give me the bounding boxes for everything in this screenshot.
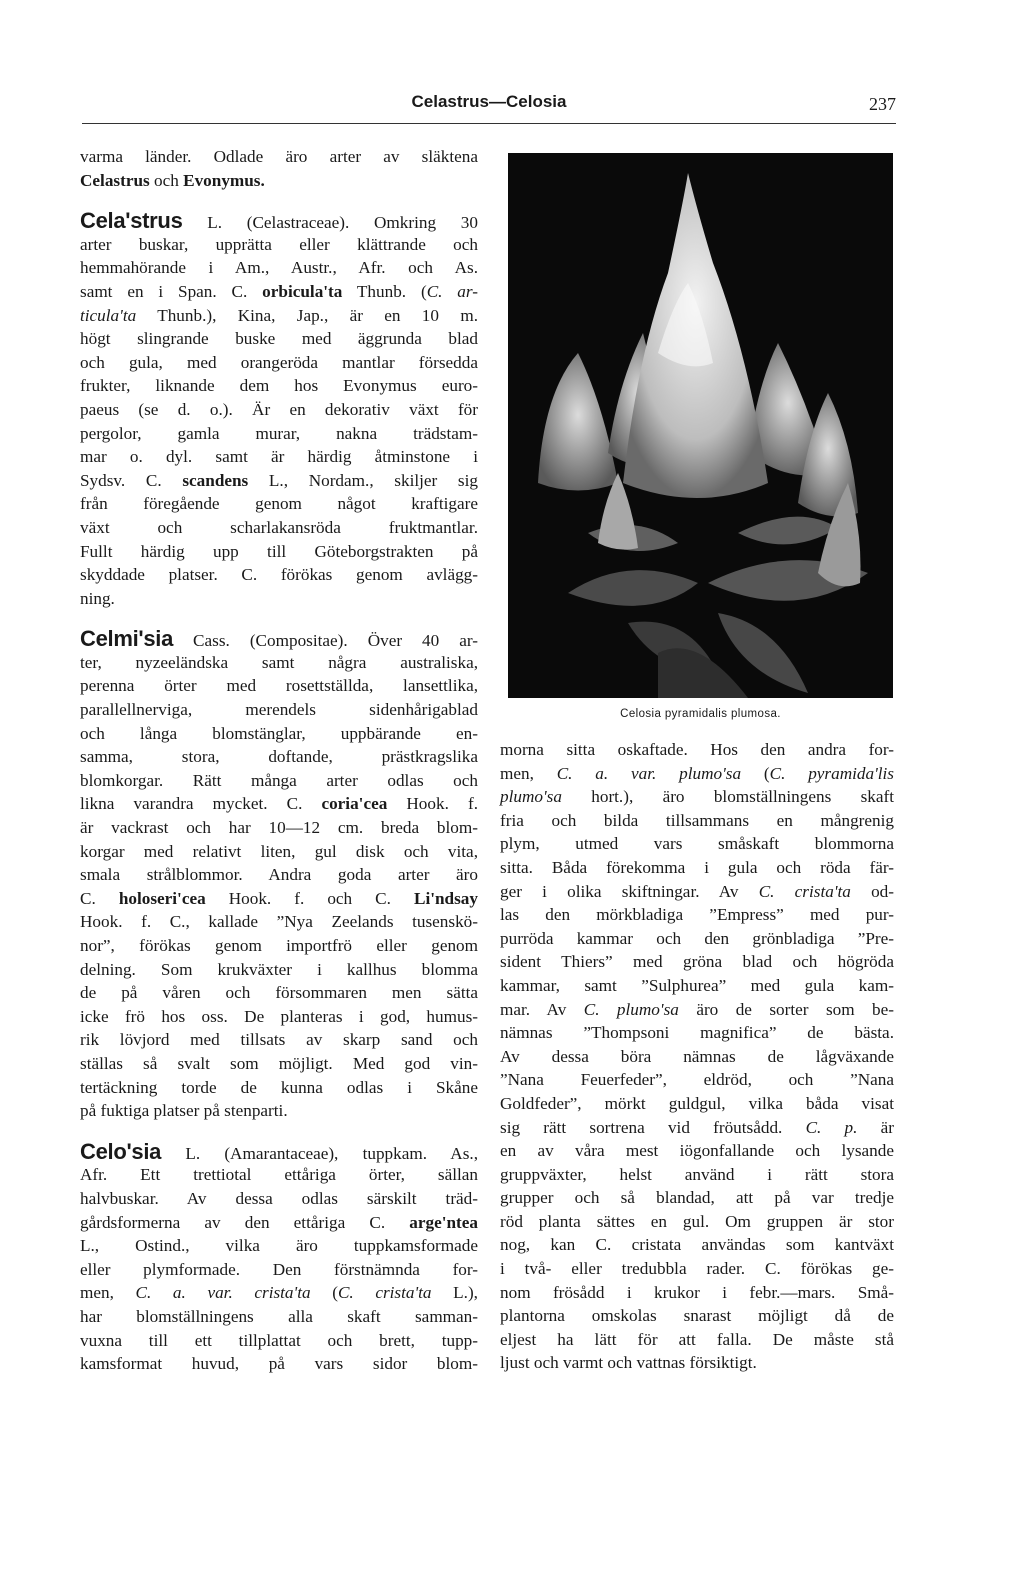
text-line: från föregående genom något kraftigare bbox=[80, 494, 478, 514]
text-line: halvbuskar. Av dessa odlas särskilt träd- bbox=[80, 1188, 478, 1208]
text-line: korgar med relativt liten, gul disk och vita, bbox=[80, 841, 478, 861]
text-line: på fuktiga platser på stenparti. bbox=[80, 1101, 288, 1121]
figure-caption: Celosia pyramidalis plumosa. bbox=[620, 708, 781, 720]
text-line: plumo'sa hort.), äro blomställningens skaft bbox=[500, 787, 894, 807]
text-line: sident Thiers” med gröna blad och högröda bbox=[500, 952, 894, 972]
text-line: vuxna till ett tillplattat och brett, tupp- bbox=[80, 1330, 478, 1350]
text-line: röd planta sättes en gul. Om gruppen är stor bbox=[500, 1211, 894, 1231]
text-line: eller plymformade. Den förstnämnda for- bbox=[80, 1259, 478, 1279]
text-line: är vackrast och har 10—12 cm. breda blom- bbox=[80, 818, 478, 838]
text-line: ger i olika skiftningar. Av C. crista'ta od- bbox=[500, 881, 894, 901]
text-line: Celastrus och Evonymus. bbox=[80, 170, 265, 190]
text-line: paeus (se d. o.). Är en dekorativ växt för bbox=[80, 399, 478, 419]
text-line: högt slingrande buske med äggrunda blad bbox=[80, 329, 478, 349]
text-line: nom frösådd i krukor i febr.—mars. Små- bbox=[500, 1282, 894, 1302]
running-title: Celastrus—Celosia bbox=[411, 92, 567, 111]
text-line: ”Nana Feuerfeder”, eldröd, och ”Nana bbox=[500, 1070, 894, 1090]
text-line: Av dessa böra nämnas de lågväxande bbox=[500, 1046, 894, 1066]
text-line: sitta. Båda förekomma i gula och röda fär- bbox=[500, 857, 894, 877]
text-line: och långa blomstänglar, uppbärande en- bbox=[80, 723, 478, 743]
text-line: rik lövjord med tillsats av skarp sand och bbox=[80, 1030, 478, 1050]
text-line: ticula'ta Thunb.), Kina, Jap., är en 10 m. bbox=[80, 305, 478, 325]
text-line: plantorna omskolas snarast möjligt då de bbox=[500, 1306, 894, 1326]
text-line: ning. bbox=[80, 588, 115, 608]
text-line: purröda kammar och den grönbladiga ”Pre- bbox=[500, 928, 894, 948]
paragraph-gap bbox=[80, 192, 478, 209]
text-line: perenna örter med rosettställda, lansettlika, bbox=[80, 676, 478, 696]
text-line: nog, kan C. cristata användas som kantväxt bbox=[500, 1235, 894, 1255]
text-line: har blomställningens alla skaft samman- bbox=[80, 1306, 478, 1326]
text-line: Fullt härdig upp till Göteborgstrakten på bbox=[80, 541, 478, 561]
text-line: Celo'sia L. (Amarantaceae), tuppkam. As., bbox=[80, 1138, 478, 1164]
text-line: nor”, förökas genom importfrö eller genom bbox=[80, 936, 478, 955]
text-line: likna varandra mycket. C. coria'cea Hook. f. bbox=[80, 794, 478, 814]
text-line: plym, utmed vars småskaft blommorna bbox=[500, 834, 894, 854]
text-line: gårdsformerna av den ettåriga C. arge'ntea bbox=[80, 1212, 478, 1232]
text-line: ställas så svalt som möjligt. Med god vin- bbox=[80, 1053, 478, 1073]
text-line: frukter, liknande dem hos Evonymus euro- bbox=[80, 376, 478, 396]
text-line: samt en i Span. C. orbicula'ta Thunb. (C. ar- bbox=[80, 281, 478, 301]
text-line: och gula, med orangeröda mantlar försedda bbox=[80, 352, 478, 372]
text-line: blomkorgar. Rätt många arter odlas och bbox=[80, 770, 478, 790]
text-line: fria och bilda tillsammans en mångrenig bbox=[500, 810, 894, 830]
text-line: eljest ha lätt för att falla. De måste stå bbox=[500, 1329, 894, 1349]
text-line: arter buskar, upprätta eller klättrande och bbox=[80, 234, 478, 254]
text-line: gruppväxter, helst använd i rätt stora bbox=[500, 1164, 894, 1184]
text-line: sig rätt sortrena vid fröutsådd. C. p. är bbox=[500, 1117, 895, 1137]
text-line: i två- eller tredubbla rader. C. förökas ge- bbox=[500, 1259, 894, 1279]
text-line: pergolor, gamla murar, nakna trädstam- bbox=[80, 423, 478, 443]
text-line: varma länder. Odlade äro arter av släktena bbox=[80, 147, 478, 166]
text-line: L., Ostind., vilka äro tuppkamsformade bbox=[80, 1236, 478, 1256]
text-line: mar. Av C. plumo'sa äro de sorter som be- bbox=[500, 999, 894, 1019]
text-line: växt och scharlakansröda fruktmantlar. bbox=[80, 517, 478, 537]
text-line: samma, stora, doftande, prästkragslika bbox=[80, 747, 478, 767]
text-line: skyddade platser. C. förökas genom avlägg- bbox=[80, 565, 478, 585]
text-line: Celmi'sia Cass. (Compositae). Över 40 ar- bbox=[80, 626, 478, 652]
text-line: ljust och varmt och vattnas försiktigt. bbox=[500, 1353, 757, 1373]
text-line: grupper och så blandad, att på var tredje bbox=[500, 1188, 894, 1208]
text-line: men, C. a. var. plumo'sa (C. pyramida'lis bbox=[500, 763, 894, 783]
text-line: nämnas ”Thompsoni magnifica” de bästa. bbox=[500, 1023, 894, 1043]
text-line: Afr. Ett trettiotal ettåriga örter, sällan bbox=[80, 1165, 478, 1185]
text-line: smala strålblommor. Andra goda arter äro bbox=[80, 865, 478, 885]
text-line: hemmahörande i Am., Austr., Afr. och As. bbox=[80, 258, 478, 278]
paragraph-gap bbox=[80, 1123, 478, 1140]
text-line: en av våra mest iögonfallande och lysande bbox=[500, 1141, 894, 1161]
text-line: de på våren och försommaren men sätta bbox=[80, 983, 478, 1003]
text-line: mar o. dyl. samt är härdig åtminstone i bbox=[80, 447, 478, 467]
text-line: ter, nyzeeländska samt några australiska, bbox=[80, 652, 478, 672]
text-line: morna sitta oskaftade. Hos den andra for- bbox=[500, 740, 894, 759]
paragraph-gap bbox=[80, 610, 478, 627]
text-line: tertäckning torde de kunna odlas i Skåne bbox=[80, 1077, 478, 1097]
text-line: Sydsv. C. scandens L., Nordam., skiljer sig bbox=[80, 470, 478, 490]
text-line: Cela'strus L. (Celastraceae). Omkring 30 bbox=[80, 208, 478, 234]
text-line: Goldfeder”, mörkt guldgul, vilka båda visat bbox=[500, 1093, 894, 1113]
celosia-plant-image bbox=[508, 153, 893, 698]
header-rule bbox=[82, 123, 896, 124]
text-line: las den mörkbladiga ”Empress” med pur- bbox=[500, 905, 894, 925]
text-line: delning. Som krukväxter i kallhus blomma bbox=[80, 959, 478, 979]
text-line: kammar, samt ”Sulphurea” med gula kam- bbox=[500, 975, 894, 995]
text-line: Hook. f. C., kallade ”Nya Zeelands tusenskö- bbox=[80, 912, 478, 932]
page-number: 237 bbox=[869, 94, 896, 114]
text-line: parallellnerviga, merendels sidenhårigablad bbox=[80, 700, 478, 720]
page-header bbox=[82, 92, 896, 120]
text-line: kamsformat huvud, på vars sidor blom- bbox=[80, 1354, 478, 1374]
text-line: men, C. a. var. crista'ta (C. crista'ta L.), bbox=[80, 1283, 478, 1303]
left-text-column bbox=[80, 145, 478, 1376]
right-text-column bbox=[500, 738, 894, 1375]
text-line: C. holoseri'cea Hook. f. och C. Li'ndsay bbox=[80, 888, 478, 908]
celosia-photograph bbox=[508, 153, 893, 698]
text-line: icke frö hos oss. De planteras i god, humus- bbox=[80, 1006, 478, 1026]
